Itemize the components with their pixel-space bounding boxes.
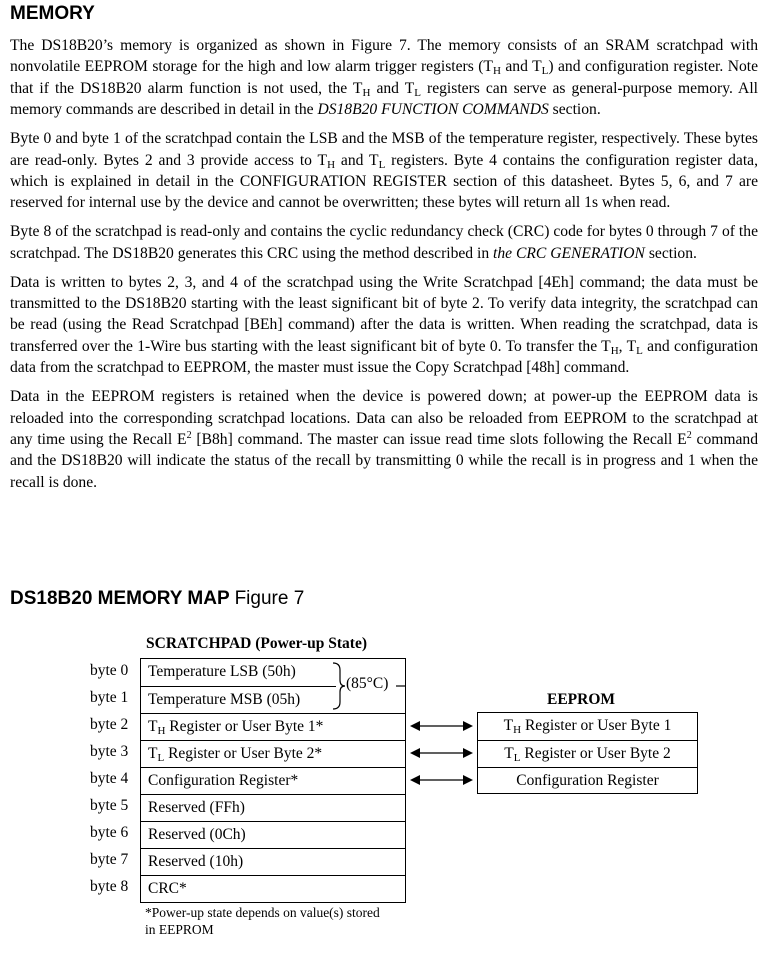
- eeprom-row: [478, 740, 697, 767]
- text-run: and T: [500, 58, 542, 76]
- text-run: Data in the EEPROM registers is retained when the device is powered down; at power-up the EEPROM data is reloaded into the corresponding scratchpad locations. Data can also be reloaded from EEPROM to the scratchpad at any time using the Recall E: [10, 388, 758, 448]
- footnote: [145, 904, 380, 938]
- scratchpad-title: SCRATCHPAD (Power-up State): [146, 635, 367, 652]
- cell-text: T: [148, 745, 158, 762]
- cell-text: CRC*: [148, 880, 187, 897]
- text-run: and T: [335, 151, 379, 169]
- text-run: registers can serve as general-purpose memory. All memory commands are described in detail in the: [10, 79, 758, 119]
- byte-label: byte 3: [90, 743, 129, 760]
- text-run: DS18B20 FUNCTION COMMANDS: [317, 101, 549, 119]
- text-run: L: [636, 344, 643, 357]
- text-run: the CRC GENERATION: [493, 244, 645, 262]
- eeprom-row: [478, 767, 697, 794]
- cell-text: Configuration Register*: [148, 772, 299, 789]
- cell-text: Reserved (FFh): [148, 799, 245, 816]
- cell-text: Register or User Byte 2*: [164, 745, 323, 762]
- byte-label: byte 1: [90, 689, 129, 706]
- double-arrow-icon: [410, 720, 473, 732]
- text-run: section.: [644, 244, 697, 262]
- double-arrow-icon: [410, 747, 473, 759]
- text-run: H: [362, 86, 371, 99]
- text-run: The DS18B20’s memory is organized as shown in Figure 7. The memory consists of an SRAM scratchpad with nonvolatile EEPROM storage for the high and low alarm trigger registers (T: [10, 37, 758, 76]
- text-run: 2: [186, 429, 192, 441]
- cell-text: T: [148, 718, 158, 735]
- text-run: and configuration data from the scratchpad to EEPROM, the master must issue the Copy Scratchpad [48h] command.: [10, 337, 758, 377]
- byte-label: byte 0: [90, 662, 129, 679]
- text-run: Byte 0 and byte 1 of the scratchpad contain the LSB and the MSB of the temperature register, respectively. These bytes are read-only. Bytes 2 and 3 provide access to T: [10, 130, 758, 169]
- text-run: L: [414, 86, 421, 99]
- cell-text: Reserved (0Ch): [148, 826, 246, 843]
- cell-text: T: [504, 745, 514, 762]
- byte-label: byte 5: [90, 797, 129, 814]
- eeprom-row: [478, 713, 697, 740]
- text-run: L: [541, 65, 549, 78]
- text-run: command and the DS18B20 will indicate the status of the recall by transmitting 0 while the recall is in progress and 1 when the recall is done.: [10, 430, 759, 491]
- text-run: H: [492, 65, 501, 78]
- scratchpad-row: [141, 659, 336, 686]
- byte-label: byte 4: [90, 770, 129, 787]
- cell-text: T: [503, 717, 514, 734]
- eeprom-title: EEPROM: [547, 691, 616, 708]
- cell-text: Register or User Byte 2: [520, 745, 671, 762]
- scratchpad-row: [141, 740, 405, 767]
- scratchpad-row: [141, 794, 405, 821]
- footnote-line: in EEPROM: [145, 922, 214, 937]
- byte-label: byte 8: [90, 878, 129, 895]
- cell-text: H: [157, 725, 166, 737]
- footnote-line: *Power-up state depends on value(s) stored: [145, 905, 380, 920]
- scratchpad-row: [141, 848, 405, 875]
- byte-label: byte 2: [90, 716, 129, 733]
- scratchpad-row: [141, 713, 405, 740]
- double-arrow-icon: [410, 774, 473, 786]
- text-run: ) and configuration register. Note that if the DS18B20 alarm function is not used, the T: [10, 58, 759, 97]
- text-run: and T: [370, 79, 415, 97]
- text-run: registers. Byte 4 contains the configuration register data, which is explained in detail in the CONFIGURATION REGISTER section of this datasheet. Bytes 5, 6, and 7 are reserved for internal use by the device and cannot be overwritten; these bytes will return all 1s when read.: [10, 151, 758, 212]
- text-run: 2: [686, 429, 692, 441]
- text-run: Data is written to bytes 2, 3, and 4 of the scratchpad using the Write Scratchpad [4Eh] command; the data must be transmitted to the DS18B20 starting with the least significant bit of byte 2. To verify data integrity, the scratchpad can be read (using the Read Scratchpad [BEh] command) after the data is written. When reading the scratchpad, data is transferred over the 1-Wire bus starting with the least significant bit of byte 0. To transfer the T: [10, 273, 758, 355]
- figure-label: Figure 7: [234, 588, 305, 609]
- cell-text: Temperature MSB (05h): [148, 691, 301, 708]
- scratchpad-row: [141, 686, 336, 713]
- text-run: [B8h] command. The master can issue read time slots following the Recall E: [191, 430, 687, 448]
- text-run: H: [610, 344, 619, 357]
- scratchpad-row: [141, 767, 405, 794]
- cell-text: Register or User Byte 1*: [165, 718, 324, 735]
- text-run: section.: [548, 101, 601, 119]
- text-run: L: [378, 158, 386, 171]
- text-run: Byte 8 of the scratchpad is read-only and contains the cyclic redundancy check (CRC) code for bytes 0 through 7 of the scratchpad. The DS18B20 generates this CRC using the method described in: [10, 223, 758, 262]
- section-title: MEMORY: [10, 3, 95, 24]
- cell-text: Configuration Register: [516, 772, 659, 789]
- cell-text: Register or User Byte 1: [521, 717, 672, 734]
- eeprom-table: [477, 712, 698, 794]
- cell-text: L: [513, 752, 521, 764]
- scratchpad-row: [141, 821, 405, 848]
- cell-text: Temperature LSB (50h): [148, 663, 296, 680]
- temperature-note: (85°C): [346, 675, 389, 692]
- text-run: H: [327, 158, 336, 171]
- scratchpad-row: [141, 875, 405, 902]
- byte-label: byte 7: [90, 851, 129, 868]
- byte-label: byte 6: [90, 824, 129, 841]
- text-run: , T: [618, 337, 637, 355]
- cell-text: L: [157, 752, 165, 764]
- cell-text: H: [513, 724, 522, 736]
- figure-title-text: DS18B20 MEMORY MAP: [10, 588, 230, 609]
- cell-text: Reserved (10h): [148, 853, 244, 870]
